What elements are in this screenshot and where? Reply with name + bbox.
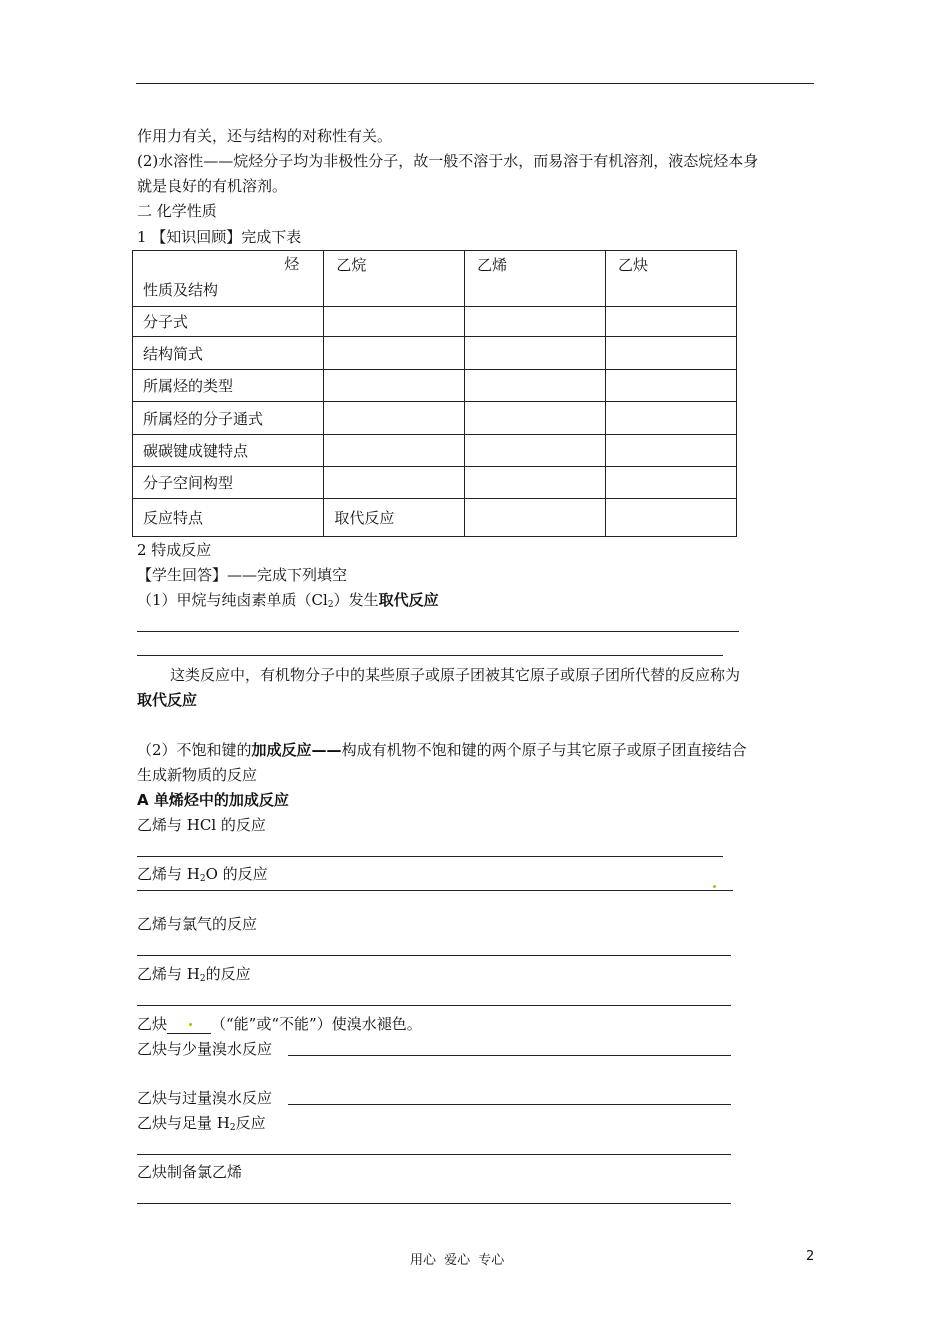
ethyne-h2-label: 乙炔与足量 $H_2$反应 [137,1114,266,1133]
ethyne-excess-bromine-label: 乙炔与过量溴水反应 [137,1089,273,1107]
table-cell [606,499,737,537]
substitution-definition-term: 取代反应 [137,691,198,709]
subsection-a-title: A 单烯烃中的加成反应 [137,791,289,809]
ethyne-less-bromine-label: 乙炔与少量溴水反应 [137,1040,273,1058]
answer-blank-inline[interactable] [167,1013,211,1034]
table-cell [606,435,737,467]
mark-dot [189,1023,192,1026]
table-cell [465,337,606,370]
corner-top-label: 烃 [284,255,300,273]
table-cell [465,402,606,435]
ethyne-vinyl-chloride-label: 乙炔制备氯乙烯 [137,1163,243,1181]
table-row [133,402,737,435]
table-cell [324,467,465,499]
mark-dot [713,885,716,888]
table-cell [606,337,737,370]
addition-keyword: 加成反应—— [251,741,342,759]
review-table [132,250,737,537]
table-cell [324,337,465,370]
table-corner-cell [133,251,324,307]
answer-blank[interactable] [137,631,739,632]
row-label: 碳碳键成键特点 [133,435,324,467]
ethene-h2o-label: 乙烯与 $H_2O$ 的反应 [137,865,268,884]
table-cell [606,467,737,499]
column-header-ethane: 乙烷 [324,251,465,307]
page-footer: 用心 爱心 专心 [410,1253,505,1268]
table-cell [465,307,606,337]
table-row [133,467,737,499]
table-cell [606,370,737,402]
section-title-chemical-properties: 二 化学性质 [137,202,217,220]
question-2-continued: 生成新物质的反应 [137,766,258,784]
page-number: 2 [806,1249,815,1264]
table-cell [324,370,465,402]
question-2: （2）不饱和键的加成反应——构成有机物不饱和键的两个原子与其它原子或原子团直接结合 [137,741,747,759]
ethene-hcl-label: 乙烯与 HCl 的反应 [137,816,266,834]
answer-blank[interactable] [137,1203,731,1204]
row-label: 所属烃的类型 [133,370,324,402]
answer-blank[interactable] [137,1154,731,1155]
answer-blank[interactable] [137,856,723,857]
table-cell [465,370,606,402]
table-row [133,307,737,337]
ethyne-bromine-water-question: 乙炔 （“能”或“不能”）使溴水褪色。 [137,1015,422,1033]
table-cell [465,499,606,537]
row-label: 分子空间构型 [133,467,324,499]
table-row [133,435,737,467]
intro-line-1: 作用力有关，还与结构的对称性有关。 [137,127,393,145]
ethene-h2-label: 乙烯与 $H_2$的反应 [137,965,251,984]
intro-line-3: 就是良好的有机溶剂。 [137,177,288,195]
question-1: （1）甲烷与纯卤素单质$(Cl_2)$发生取代反应 [137,591,439,610]
table-cell [606,402,737,435]
header-rule [136,83,814,84]
table-cell [324,307,465,337]
row-label: 结构简式 [133,337,324,370]
answer-blank[interactable] [288,1104,731,1105]
table-cell [465,467,606,499]
column-header-ethene: 乙烯 [465,251,606,307]
answer-blank[interactable] [137,890,733,891]
substitution-definition: 这类反应中，有机物分子中的某些原子或原子团被其它原子或原子团所代替的反应称为 [170,666,741,684]
table-cell [324,402,465,435]
row-label: 所属烃的分子通式 [133,402,324,435]
row-label: 分子式 [133,307,324,337]
answer-blank[interactable] [288,1055,731,1056]
answer-blank[interactable] [137,655,723,656]
table-cell: 取代反应 [324,499,465,537]
answer-blank[interactable] [137,955,731,956]
intro-line-2: (2)水溶性——烷烃分子均为非极性分子，故一般不溶于水，而易溶于有机溶剂，液态烷烃本身 [137,152,759,170]
ethene-cl2-label: 乙烯与氯气的反应 [137,915,258,933]
section-title-special-reactions: 2 特成反应 [137,541,212,559]
substitution-keyword: 取代反应 [378,591,439,609]
table-row [133,499,737,537]
answer-blank[interactable] [137,1005,731,1006]
table-row [133,337,737,370]
review-title: 1 【知识回顾】完成下表 [137,228,302,246]
table-cell [465,435,606,467]
row-label: 反应特点 [133,499,324,537]
column-header-ethyne: 乙炔 [606,251,737,307]
table-cell [606,307,737,337]
student-answer-heading: 【学生回答】——完成下列填空 [137,566,348,584]
corner-bottom-label: 性质及结构 [143,281,219,299]
table-cell [324,435,465,467]
table-row [133,370,737,402]
